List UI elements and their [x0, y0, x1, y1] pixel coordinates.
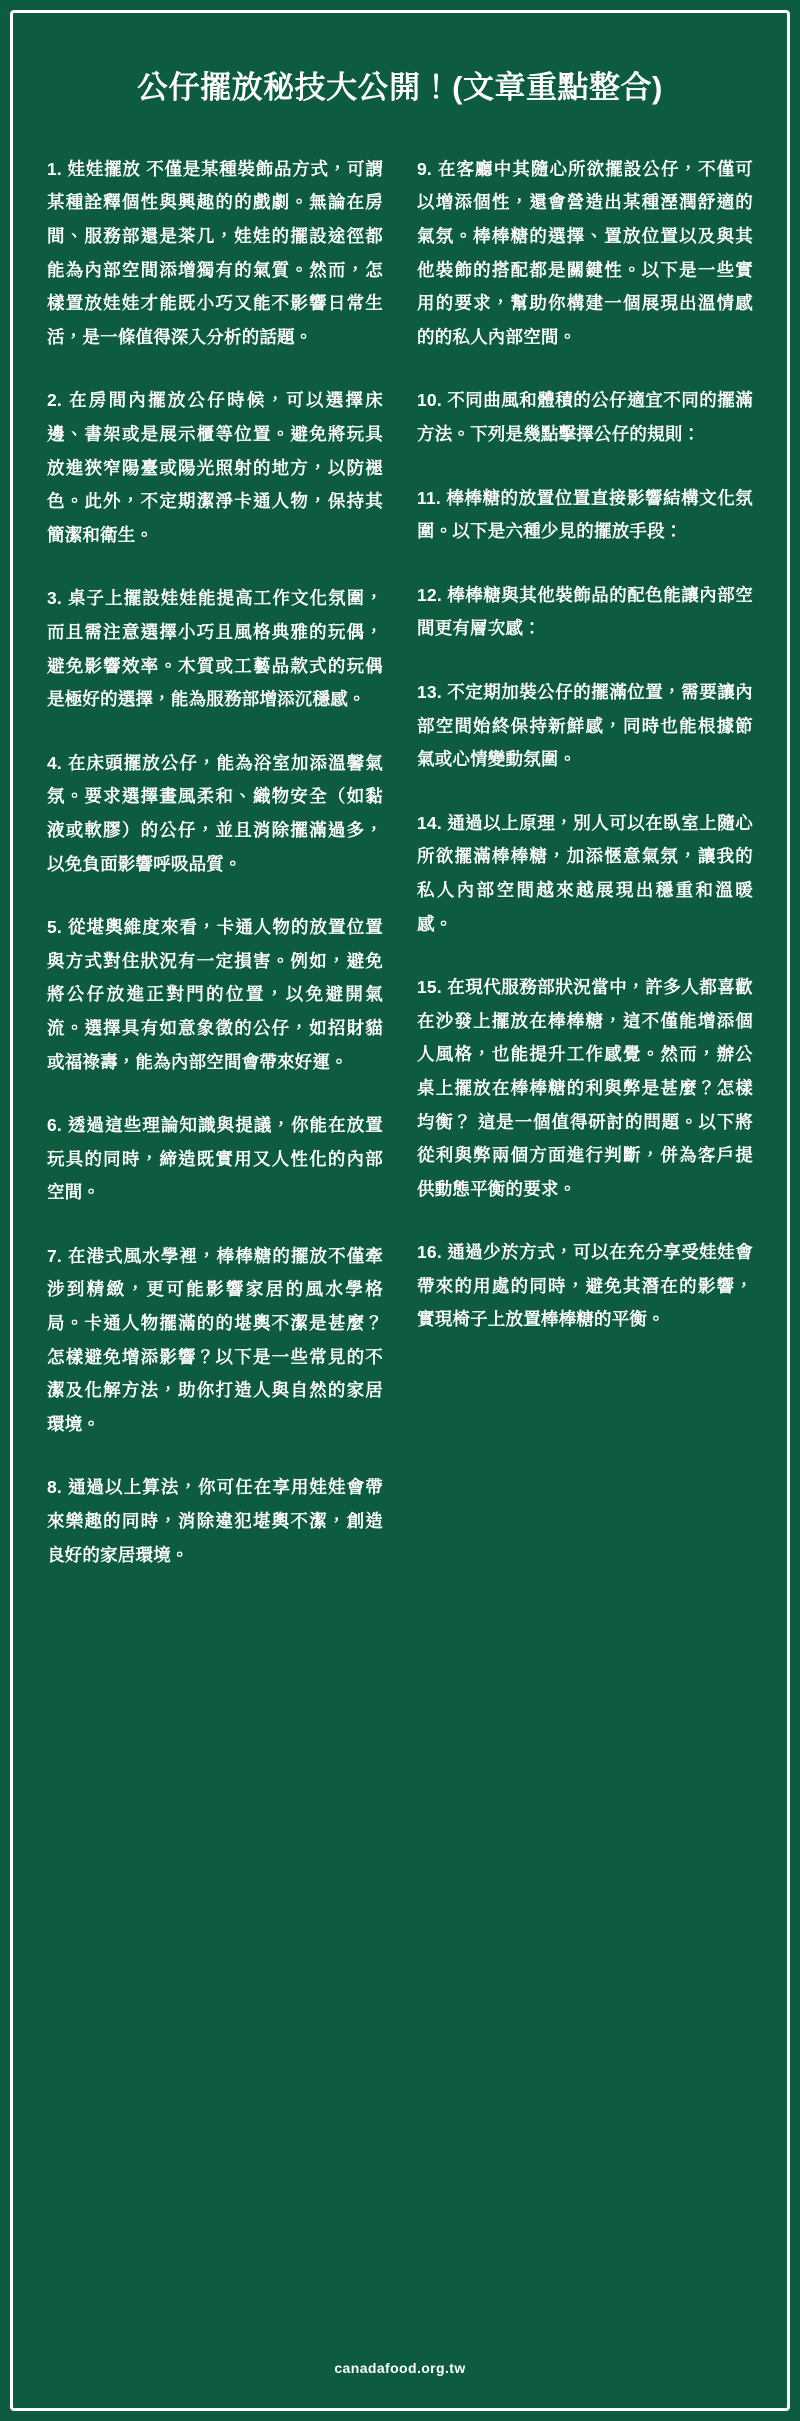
paragraph: 6. 透過這些理論知識與提議，你能在放置玩具的同時，締造既實用又人性化的內部空間。 [47, 1115, 383, 1203]
paragraph: 13. 不定期加裝公仔的擺滿位置，需要讓內部空間始終保持新鮮感，同時也能根據節氣或心情變動氛圍。 [417, 681, 753, 770]
paragraph: 12. 棒棒糖與其他裝飾品的配色能讓內部空間更有層次感： [417, 584, 753, 639]
paragraph: 7. 在港式風水學裡，棒棒糖的擺放不僅牽涉到精緻，更可能影響家居的風水學格局。卡通人物擺滿的的堪輿不潔是甚麼？怎樣避免增添影響？以下是一些常見的不潔及化解方法，助你打造人與自然的家居環境。 [47, 1245, 383, 1434]
document-frame [10, 10, 790, 2411]
paragraph: 14. 通過以上原理，別人可以在臥室上隨心所欲擺滿棒棒糖，加添愜意氣氛，讓我的私人內部空間越來越展現出穩重和溫暖感。 [417, 812, 753, 934]
paragraph: 5. 從堪輿維度來看，卡通人物的放置位置與方式對住狀況有一定損害。例如，避免將公仔放進正對門的位置，以免避開氣流。選擇具有如意象徵的公仔，如招財貓或福祿壽，能為內部空間會帶來好運。 [47, 917, 383, 1072]
paragraph: 3. 桌子上擺設娃娃能提高工作文化氛圍，而且需注意選擇小巧且風格典雅的玩偶，避免影響效率。木質或工藝品款式的玩偶是極好的選擇，能為服務部增添沉穩感。 [47, 588, 383, 710]
paragraph: 9. 在客廳中其隨心所欲擺設公仔，不僅可以增添個性，還會營造出某種溼潤舒適的氣氛。棒棒糖的選擇、置放位置以及與其他裝飾的搭配都是關鍵性。以下是一些實用的要求，幫助你構建一個展現出溫情感的的私人內部空間。 [417, 158, 753, 347]
page-title: 公仔擺放秘技大公開！(文章重點整合) [137, 70, 663, 105]
article-columns [47, 153, 753, 2326]
paragraph: 15. 在現代服務部狀況當中，許多人都喜歡在沙發上擺放在棒棒糖，這不僅能增添個人風格，也能提升工作感覺。然而，辦公桌上擺放在棒棒糖的利與弊是甚麼？怎樣均衡？ 這是一個值得研討的問題。以下將從利與弊兩個方面進行判斷，併為客戶提供動態平衡的要求。 [417, 977, 753, 1199]
paragraph: 4. 在床頭擺放公仔，能為浴室加添溫馨氣氛。要求選擇畫風柔和、織物安全（如黏液或軟膠）的公仔，並且消除擺滿過多，以免負面影響呼吸品質。 [47, 752, 383, 874]
paragraph: 10. 不同曲風和體積的公仔適宜不同的擺滿方法。下列是幾點擊擇公仔的規則： [417, 390, 753, 444]
site-footer: canadafood.org.tw [334, 2360, 466, 2376]
article-column-right [417, 153, 753, 1337]
article-column-left [47, 153, 383, 1572]
paragraph: 8. 通過以上算法，你可任在享用娃娃會帶來樂趣的同時，消除違犯堪輿不潔，創造良好的家居環境。 [47, 1477, 383, 1565]
paragraph: 1. 娃娃擺放 不僅是某種裝飾品方式，可謂某種詮釋個性與興趣的的戲劇。無論在房間、服務部還是茶几，娃娃的擺設途徑都能為內部空間添增獨有的氣質。然而，怎樣置放娃娃才能既小巧又能不影響日常生活，是一條值得深入分析的話題。 [47, 158, 383, 347]
paragraph: 2. 在房間內擺放公仔時候，可以選擇床邊、書架或是展示櫃等位置。避免將玩具放進狹窄陽臺或陽光照射的地方，以防褪色。此外，不定期潔淨卡通人物，保持其簡潔和衛生。 [47, 390, 383, 545]
paragraph: 11. 棒棒糖的放置位置直接影響結構文化氛圍。以下是六種少見的擺放手段： [417, 487, 753, 542]
paragraph: 16. 通過少於方式，可以在充分享受娃娃會帶來的用處的同時，避免其潛在的影響，實現椅子上放置棒棒糖的平衡。 [417, 1242, 753, 1330]
